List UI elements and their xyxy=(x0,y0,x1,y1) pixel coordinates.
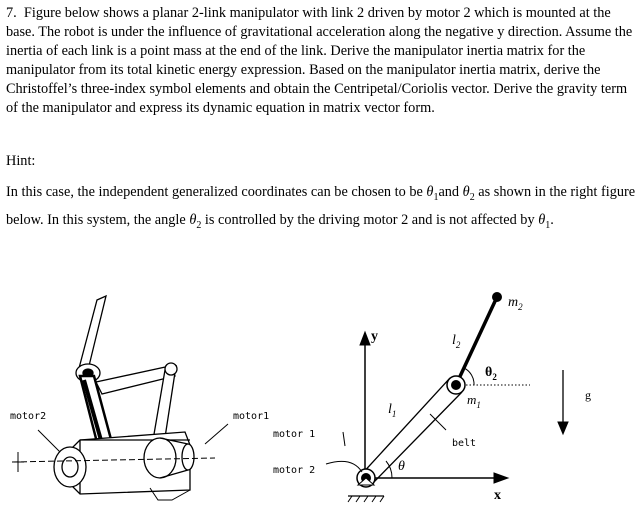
question-text: Figure below shows a planar 2-link manipulator with link 2 driven by motor 2 which is mounted at the base. The robot is under the influence of gravitational acceleration along the negative y direction. Assume the inertia of each link is a point mass at the end of the link. Derive the manipulator inertia matrix for the manipulator from its total kinetic energy expression. Based on the manipulator inertia matrix, derive the Christoffel’s three-index symbol elements and obtain the Centripetal/Coriolis vector. Derive the gravity term of the manipulator and express its dynamic equation in matrix vector form. xyxy=(6,5,633,116)
hint-text-3: is controlled by the driving motor 2 and is not affected by xyxy=(201,211,539,228)
hint-and: and xyxy=(438,184,460,200)
left-motor1-label: motor1 xyxy=(233,411,270,422)
figures xyxy=(0,282,642,509)
theta2b-symbol: θ xyxy=(189,211,197,228)
theta2-label: $\theta_2$ xyxy=(485,365,497,382)
theta1-symbol: θ xyxy=(426,184,434,200)
theta1-label: θ xyxy=(398,459,405,474)
theta2-arc xyxy=(464,368,474,385)
upper-link xyxy=(78,296,106,372)
motor1-cylinder xyxy=(144,438,176,478)
y-axis-arrow xyxy=(360,332,370,345)
m2-mass xyxy=(493,293,502,302)
question-number: 7. xyxy=(6,5,17,21)
theta2-subscript: 2 xyxy=(469,191,475,203)
y-axis-label: y xyxy=(371,329,378,344)
gravity-arrowhead xyxy=(558,422,568,434)
hint-label: Hint: xyxy=(6,153,36,169)
theta1b-subscript: 1 xyxy=(545,219,551,231)
hint-text-2: as shown in the right figure below. In this system, the angle xyxy=(6,184,636,228)
left-motor2-label: motor2 xyxy=(10,411,47,422)
theta1-subscript: 1 xyxy=(433,191,439,203)
question-paragraph xyxy=(6,4,636,118)
motor1-label: motor 1 xyxy=(273,429,316,440)
hint-text-1: In this case, the independent generalized coordinates can be chosen to be xyxy=(6,184,427,200)
hint-paragraph xyxy=(6,181,636,237)
theta2-symbol: θ xyxy=(462,184,470,200)
theta2b-subscript: 2 xyxy=(196,219,202,231)
link1-edge-a xyxy=(360,378,450,476)
hint-end: . xyxy=(550,211,554,228)
belt-label: belt xyxy=(452,438,477,449)
link1-edge-b xyxy=(372,392,462,484)
x-axis-label: x xyxy=(494,488,501,503)
left-mechanism-figure xyxy=(12,296,228,500)
right-schematic-figure xyxy=(326,293,568,503)
l2-label: $l_2$ xyxy=(452,333,461,350)
l1-label: $l_1$ xyxy=(388,402,397,419)
m2-label: $m_2$ xyxy=(508,295,523,312)
x-axis-arrow xyxy=(494,473,508,483)
m1-label: $m_1$ xyxy=(467,392,481,410)
theta1b-symbol: θ xyxy=(538,211,546,228)
motor2-label: motor 2 xyxy=(273,465,316,476)
gravity-label: g xyxy=(585,388,591,402)
